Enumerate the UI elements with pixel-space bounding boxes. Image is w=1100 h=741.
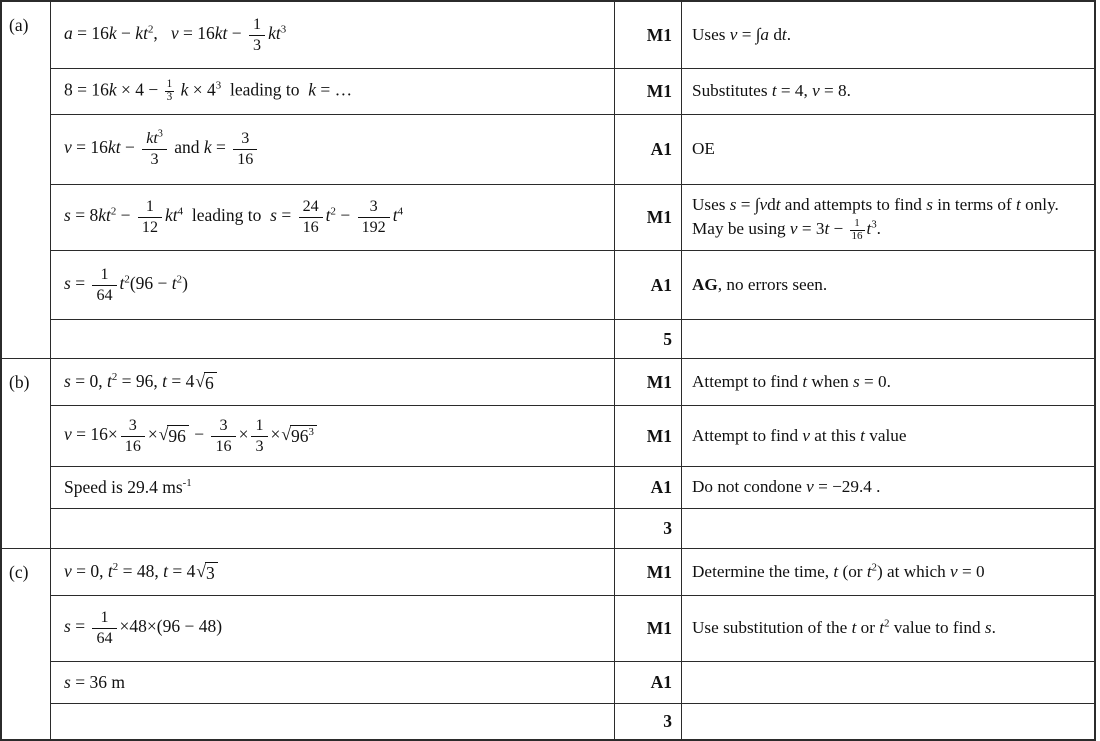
mark-cell: M1 [614, 596, 682, 661]
comment-cell: Do not condone v = −29.4 . [692, 477, 881, 497]
working-cell: Speed is 29.4 $ms^{-1}$ [64, 477, 192, 497]
comment-cell: AG, no errors seen. [692, 274, 828, 294]
mark-cell: A1 [614, 251, 682, 319]
working-cell: $a = 16k - kt^2$, v = 16kt − $\frac{1}{3}$ $kt^3$ [64, 15, 287, 54]
total-marks-cell: 3 [614, 704, 682, 739]
mark-row [51, 549, 1094, 595]
mark-cell: M1 [614, 185, 682, 250]
mark-row [51, 466, 1094, 508]
mark-row [51, 595, 1094, 661]
working-cell: s = $\frac{1}{64}$ ×48×(96 − 48) [64, 609, 223, 647]
comment-cell [682, 320, 1094, 358]
working-cell: $s = 8kt^2$ − $\frac{1}{12}$ $kt^4$ leading to s = $\frac{24}{16}$ $t^2$ − $\frac{3}{192}$ $t^4$ [64, 198, 404, 236]
comment-cell [682, 704, 1094, 739]
total-row [51, 508, 1094, 548]
part-section [2, 548, 1094, 739]
mark-cell: M1 [614, 549, 682, 595]
part-label: (b) [2, 359, 51, 548]
mark-row [51, 661, 1094, 703]
working-cell [51, 704, 614, 739]
working-cell: s = 0, $t^2 = 96$, t = 4 √ 6 [51, 359, 614, 405]
total-row [51, 703, 1094, 739]
working-cell [51, 509, 614, 548]
total-row [51, 319, 1094, 358]
comment-cell: Substitutes t = 4, v = 8. [692, 81, 851, 101]
working-cell [51, 320, 614, 358]
working-cell: v = 0, $t^2 = 48$, t = 4 √ 3 [51, 549, 614, 595]
comment-cell [682, 509, 1094, 548]
working-cell: v = 16× $\frac{3}{16}$ × √ 96 − $\frac{3}{16}$ × $\frac{1}{3}$ × √ $96^3$ [51, 406, 614, 466]
mark-cell: M1 [614, 406, 682, 466]
mark-row [51, 250, 1094, 319]
mark-row [51, 68, 1094, 114]
part-rows [51, 359, 1094, 548]
mark-row [51, 184, 1094, 250]
comment-cell: Attempt to find v at this t value [692, 425, 907, 445]
working-cell: s = 36 m [64, 672, 125, 692]
total-marks-cell: 5 [614, 320, 682, 358]
comment-cell: Attempt to find t when s = 0. [692, 371, 891, 391]
comment-cell: OE [692, 139, 715, 159]
comment-cell: Uses v = ∫a dt. [692, 24, 791, 44]
mark-cell: A1 [614, 662, 682, 703]
part-label: (c) [2, 549, 51, 739]
part-rows [51, 2, 1094, 358]
mark-cell: A1 [614, 115, 682, 184]
mark-cell: M1 [614, 359, 682, 405]
part-rows [51, 549, 1094, 739]
working-cell: s = $\frac{1}{64}$ $t^2(96 - t^2)$ [64, 265, 188, 304]
mark-cell: M1 [614, 2, 682, 68]
mark-cell: M1 [614, 69, 682, 114]
mark-row [51, 2, 1094, 68]
mark-row [51, 114, 1094, 184]
part-section [2, 2, 1094, 358]
comment-cell: Determine the time, t (or $t^2$) at which v = 0 [692, 561, 985, 581]
comment-cell: Use substitution of the t or $t^2$ value to find s. [692, 618, 996, 638]
mark-row [51, 359, 1094, 405]
working-cell: v = 16kt − $\frac{kt^3}{3}$ and k = $\frac{3}{16}$ [51, 115, 614, 184]
part-label: (a) [2, 2, 51, 358]
part-section [2, 358, 1094, 548]
mark-row [51, 405, 1094, 466]
working-cell: 8 = 16k × 4 − $\frac{1}{3}$ $k \times 4^3$ leading to k = … [64, 78, 353, 103]
comment-cell [682, 662, 1094, 703]
comment-cell: Uses s = ∫vdt and attempts to find s in terms of t only. May be using v = 3t − $\frac{1}{16}$ $t^3$. [692, 194, 1059, 242]
mark-cell: A1 [614, 467, 682, 508]
total-marks-cell: 3 [614, 509, 682, 548]
